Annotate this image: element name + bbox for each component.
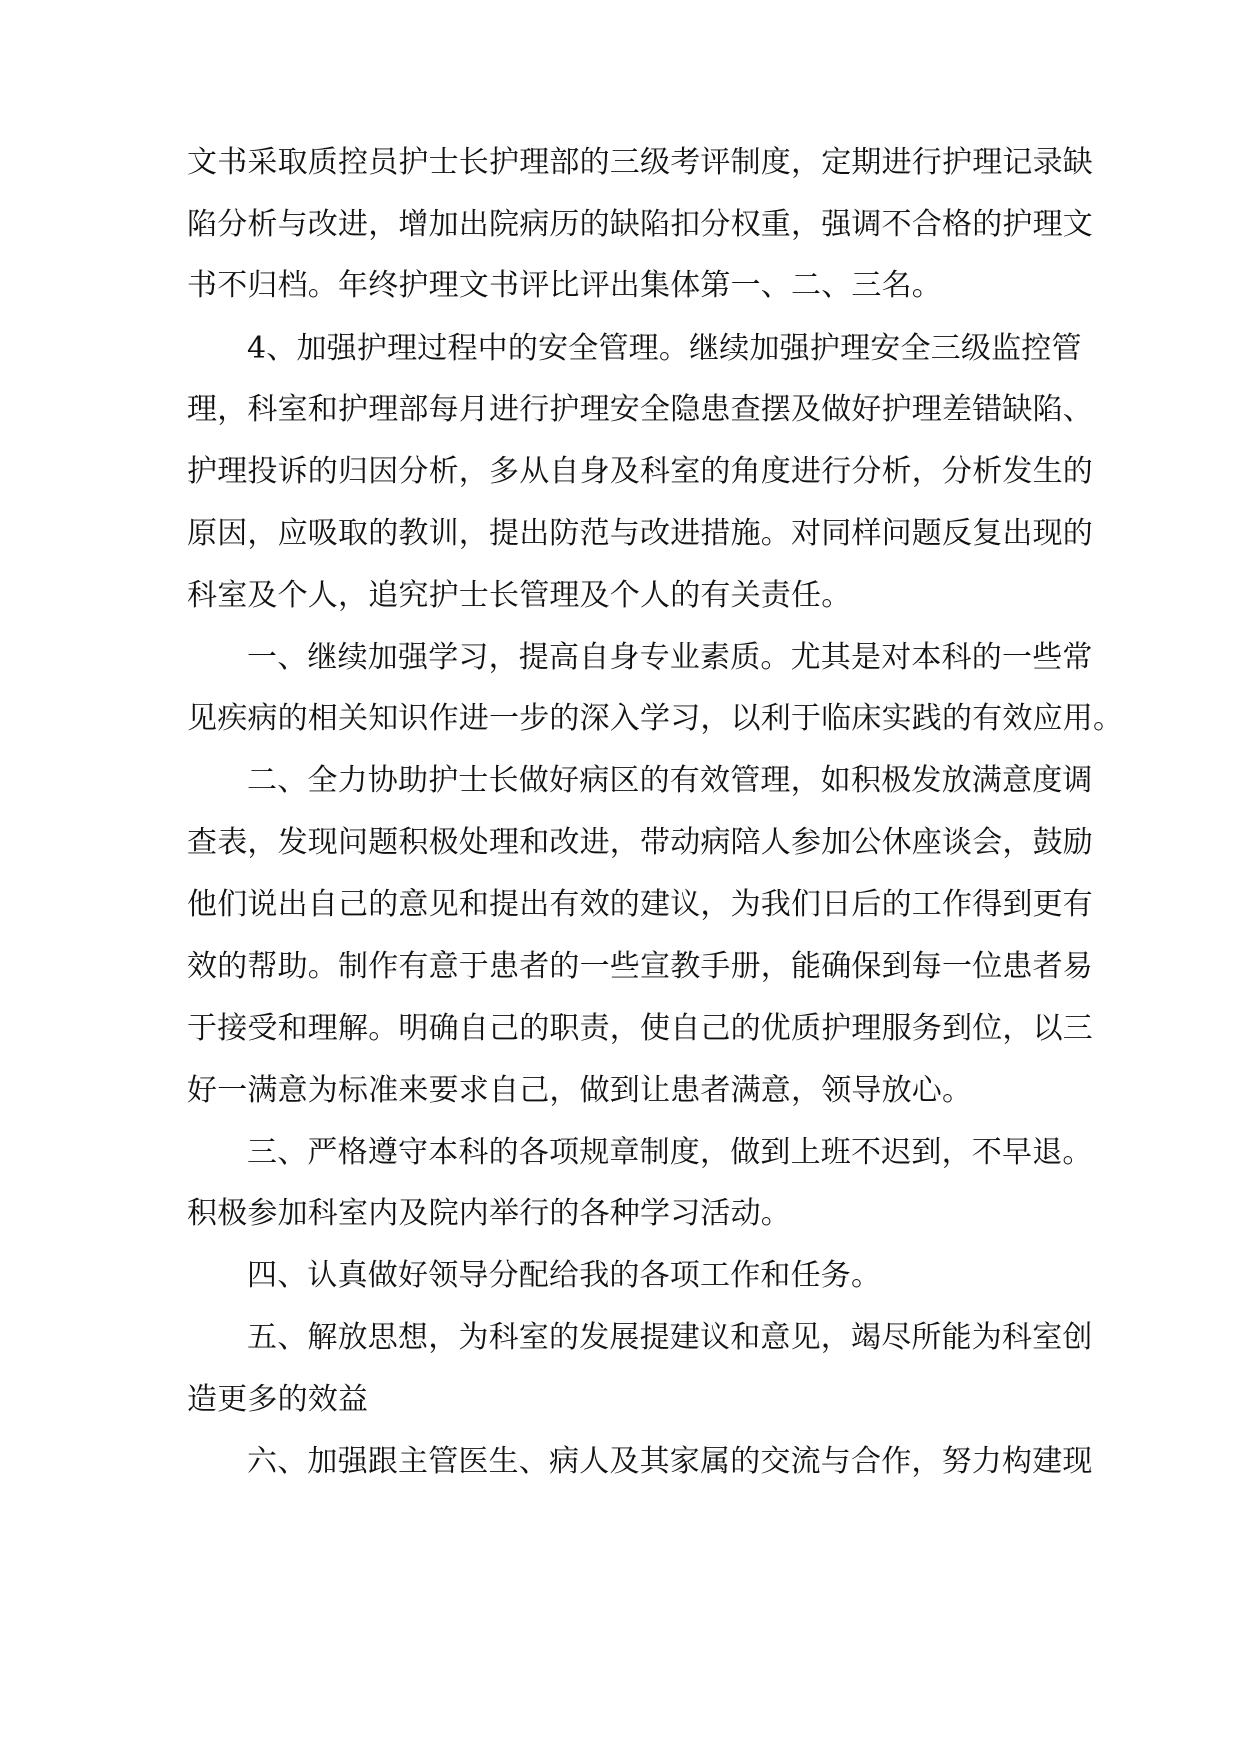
paragraph-line: 文书采取质控员护士长护理部的三级考评制度，定期进行护理记录缺 <box>187 145 1093 180</box>
paragraph-line: 书不归档。年终护理文书评比评出集体第一、二、三名。 <box>187 268 942 303</box>
paragraph-line: 4、加强护理过程中的安全管理。继续加强护理安全三级监控管 <box>247 331 1082 366</box>
paragraph-line: 理，科室和护理部每月进行护理安全隐患查摆及做好护理差错缺陷、 <box>187 392 1093 427</box>
paragraph-line: 科室及个人，追究护士长管理及个人的有关责任。 <box>187 578 852 613</box>
paragraph-line: 四、认真做好领导分配给我的各项工作和任务。 <box>247 1258 882 1293</box>
paragraph-line: 三、严格遵守本科的各项规章制度，做到上班不迟到，不早退。 <box>247 1135 1093 1170</box>
paragraph-line: 造更多的效益 <box>187 1382 369 1417</box>
paragraph-line: 查表，发现问题积极处理和改进，带动病陪人参加公休座谈会，鼓励 <box>187 825 1093 860</box>
paragraph-line: 他们说出自己的意见和提出有效的建议，为我们日后的工作得到更有 <box>187 887 1093 922</box>
paragraph-line: 见疾病的相关知识作进一步的深入学习，以利于临床实践的有效应用。 <box>187 701 1124 736</box>
paragraph-line: 好一满意为标准来要求自己，做到让患者满意，领导放心。 <box>187 1073 973 1108</box>
paragraph-line: 六、加强跟主管医生、病人及其家属的交流与合作，努力构建现 <box>247 1444 1093 1479</box>
paragraph-line: 陷分析与改进，增加出院病历的缺陷扣分权重，强调不合格的护理文 <box>187 207 1093 242</box>
paragraph-line: 原因，应吸取的教训，提出防范与改进措施。对同样问题反复出现的 <box>187 516 1093 551</box>
paragraph-line: 效的帮助。制作有意于患者的一些宣教手册，能确保到每一位患者易 <box>187 949 1093 984</box>
paragraph-line: 一、继续加强学习，提高自身专业素质。尤其是对本科的一些常 <box>247 640 1093 675</box>
paragraph-line: 二、全力协助护士长做好病区的有效管理，如积极发放满意度调 <box>247 763 1093 798</box>
paragraph-line: 于接受和理解。明确自己的职责，使自己的优质护理服务到位，以三 <box>187 1011 1093 1046</box>
paragraph-line: 积极参加科室内及院内举行的各种学习活动。 <box>187 1196 791 1231</box>
paragraph-line: 护理投诉的归因分析，多从自身及科室的角度进行分析，分析发生的 <box>187 454 1093 489</box>
paragraph-line: 五、解放思想，为科室的发展提建议和意见，竭尽所能为科室创 <box>247 1320 1093 1355</box>
